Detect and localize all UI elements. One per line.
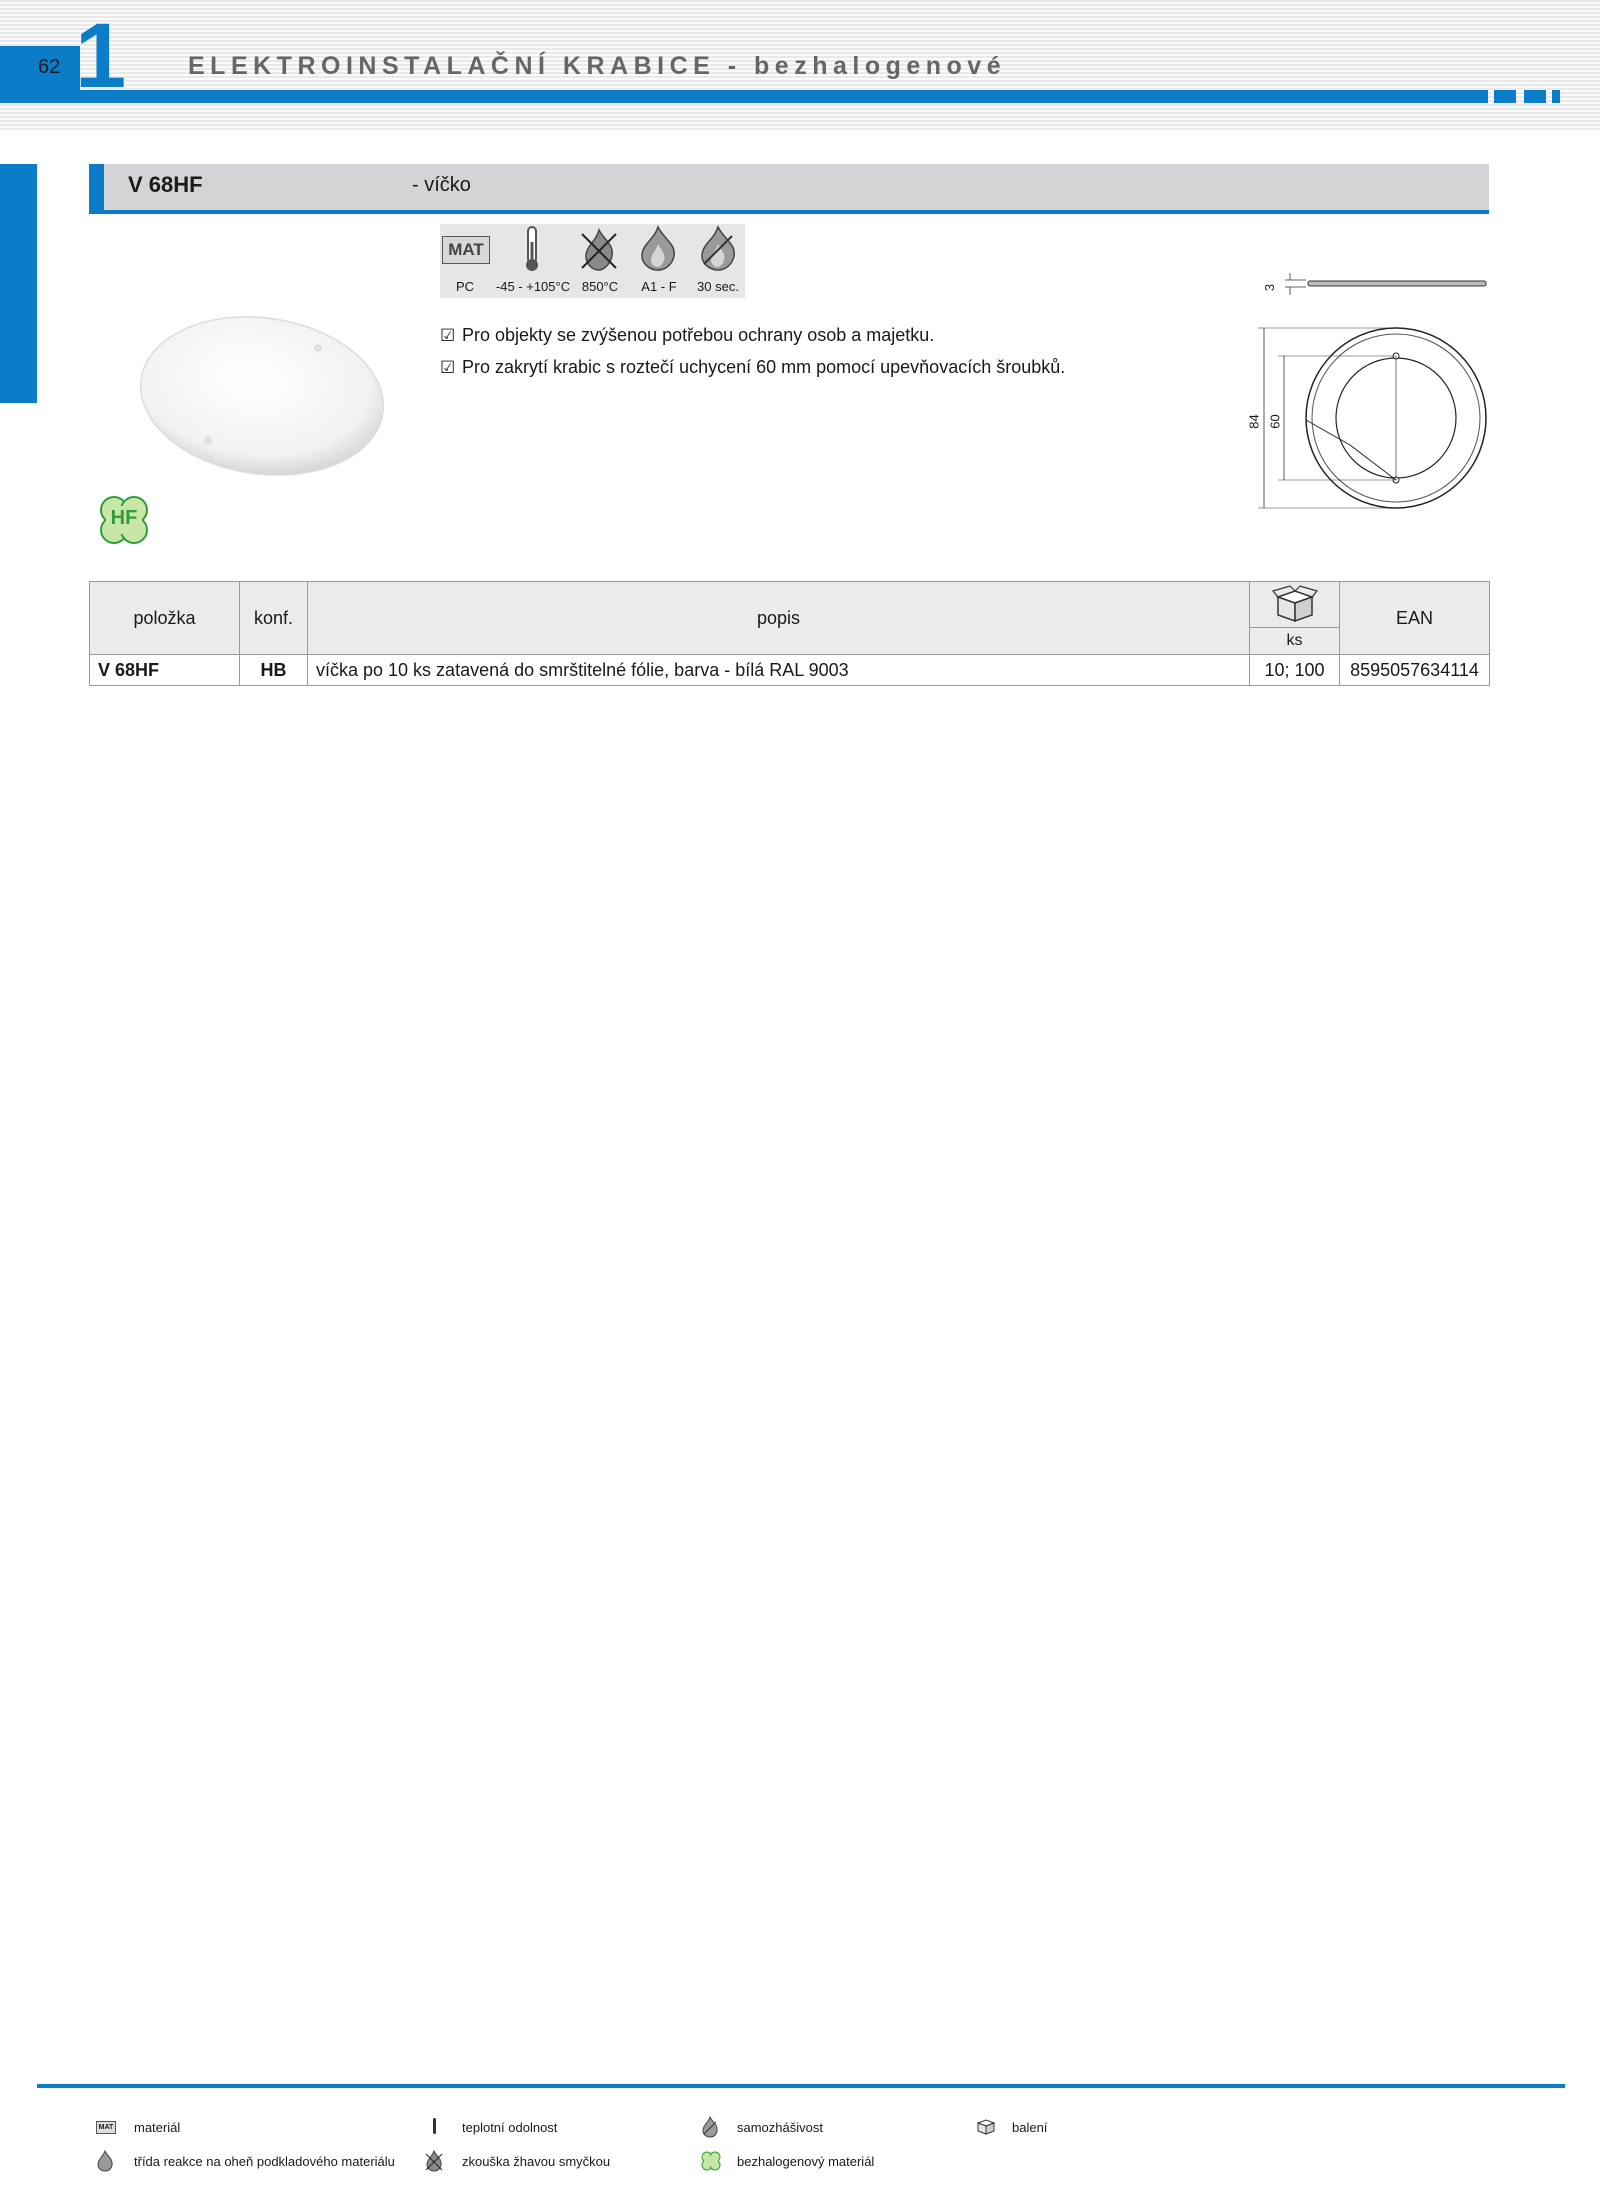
feature-item (440, 325, 934, 346)
feature-item (440, 357, 1065, 378)
cell-item: V 68HF (90, 655, 240, 686)
header-conf: konf. (240, 582, 308, 655)
mat-icon: MAT (442, 236, 490, 264)
table-header-row (90, 582, 1490, 628)
product-table (89, 581, 1490, 686)
header-description: popis (308, 582, 1250, 655)
mat-icon: MAT (96, 2121, 116, 2134)
header-bar (0, 90, 1488, 103)
product-bar (89, 164, 1489, 214)
box-icon (975, 2117, 997, 2137)
flame-class-icon (636, 224, 680, 272)
side-tab (0, 164, 37, 403)
legend-packaging: balení (1012, 2120, 1048, 2135)
page-number: 62 (38, 56, 61, 78)
checkbox-icon: ☑ (440, 358, 456, 377)
product-code: V 68HF (128, 172, 203, 197)
legend-reaction-class: třída reakce na oheň podkladového materiálu (134, 2154, 395, 2169)
thermometer-icon (520, 224, 544, 274)
table-row (90, 655, 1490, 686)
feature-text: Pro objekty se zvýšenou potřebou ochrany osob a majetku. (462, 325, 935, 345)
spec-label-temperature: -45 - +105°C (495, 279, 571, 294)
self-extinguish-icon (696, 224, 740, 272)
legend-glow-wire: zkouška žhavou smyčkou (462, 2154, 611, 2169)
dim-hole-spacing: 60 (1267, 414, 1283, 429)
self-extinguish-icon (700, 2116, 720, 2138)
clover-icon (700, 2150, 722, 2172)
header-square (1494, 90, 1516, 103)
cell-pack: 10; 100 (1250, 655, 1340, 686)
box-icon (1272, 585, 1318, 623)
header-pack-icon-cell (1250, 582, 1340, 628)
feature-text: Pro zakrytí krabic s roztečí uchycení 60 mm pomocí upevňovacích šroubků. (462, 357, 1066, 377)
header-item: položka (90, 582, 240, 655)
flame-class-icon (95, 2150, 115, 2172)
dim-outer-diameter: 84 (1246, 414, 1262, 429)
spec-label-self-extinguish: 30 sec. (697, 279, 739, 294)
header-square (1524, 90, 1546, 103)
cell-ean: 8595057634114 (1340, 655, 1490, 686)
glow-wire-icon (424, 2150, 444, 2172)
hf-badge-text: HF (110, 507, 138, 529)
glow-wire-icon (578, 226, 620, 272)
cell-conf: HB (240, 655, 308, 686)
spec-label-material: PC (455, 279, 475, 294)
header-ean: EAN (1340, 582, 1490, 655)
product-subtitle: - víčko (412, 174, 471, 196)
hf-badge (92, 488, 156, 552)
legend-halogen-free: bezhalogenový materiál (737, 2154, 875, 2169)
legend-material: materiál (134, 2120, 181, 2135)
product-photo (130, 300, 400, 500)
legend-temperature: teplotní odolnost (462, 2120, 558, 2135)
checkbox-icon: ☑ (440, 326, 456, 345)
product-bar-accent (89, 164, 104, 214)
legend-self-extinguishing: samozhášivost (737, 2120, 823, 2135)
spec-label-flame-class: A1 - F (641, 279, 677, 294)
thermometer-icon (433, 2118, 436, 2134)
cell-description: víčka po 10 ks zatavená do smrštitelné fólie, barva - bílá RAL 9003 (308, 655, 1250, 686)
spec-label-glow-wire: 850°C (581, 279, 619, 294)
header-square (1552, 90, 1560, 103)
technical-drawing (1240, 265, 1500, 525)
header-pack-unit: ks (1250, 627, 1340, 654)
footer-line (37, 2084, 1565, 2088)
page-title: ELEKTROINSTALAČNÍ KRABICE - bezhalogenové (188, 52, 1007, 80)
dim-thickness: 3 (1262, 283, 1278, 292)
chapter-number: 1 (75, 5, 127, 107)
